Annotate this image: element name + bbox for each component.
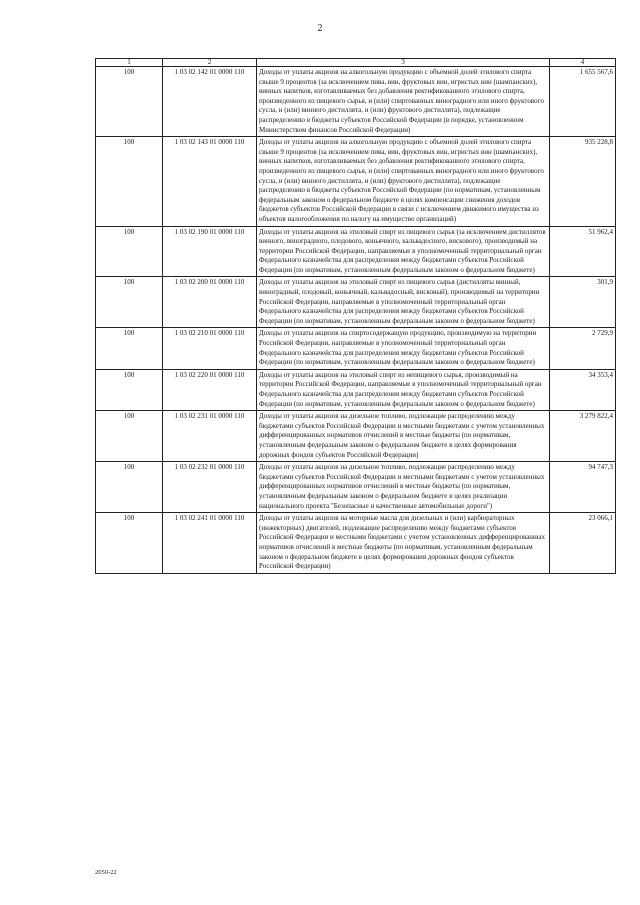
- admin-code-cell: 100: [96, 137, 163, 226]
- footer-code: 2050-22: [95, 869, 117, 876]
- revenue-name-cell: Доходы от уплаты акцизов на алкогольную продукцию с объемной долей этилового спирта свыше 9 процентов (за исключением пива, вин, фруктовых вин, игристых вин (шампанских), винных напитков, изготавливаемых без добавления ректификованного этилового спирта, произведенного из пищевого сырья, и (или) спиртованных виноградного или иного фруктового сусла, и (или) винного дистиллята, и (или) фруктового дистиллята), подлежащие распределению в бюджеты субъектов Российской Федерации (в порядке, установленном Министерством финансов Российской Федерации): [257, 67, 550, 137]
- table-row: [96, 328, 616, 369]
- amount-cell: 1 655 567,6: [550, 67, 616, 137]
- column-header-4: 4: [550, 59, 616, 67]
- amount-cell: 34 353,4: [550, 369, 616, 410]
- admin-code-cell: 100: [96, 462, 163, 513]
- amount-cell: 301,9: [550, 277, 616, 328]
- budget-code-cell: 1 03 02 231 01 0000 110: [163, 411, 257, 462]
- budget-code-cell: 1 03 02 200 01 0000 110: [163, 277, 257, 328]
- revenue-name-cell: Доходы от уплаты акцизов на этиловый спирт из пищевого сырья (за исключением дистиллятов винного, виноградного, плодового, коньячного, кальвадосного, вискового), производимый на территории Российской Федерации, направляемые в уполномоченный территориальный орган Федерального казначейства для распределения между бюджетами субъектов Российской Федерации (по нормативам, установленным федеральным законом о федеральном бюджете): [257, 226, 550, 277]
- revenue-name-cell: Доходы от уплаты акцизов на моторные масла для дизельных и (или) карбюраторных (инжекторных) двигателей, подлежащие распределению между бюджетами субъектов Российской Федерации и местными бюджетами с учетом установленных дифференцированных нормативов отчислений в местные бюджеты (по нормативам, установленным федеральным законом о федеральном бюджете в целях формирования дорожных фондов субъектов Российской Федерации): [257, 513, 550, 574]
- admin-code-cell: 100: [96, 328, 163, 369]
- amount-cell: 23 066,1: [550, 513, 616, 574]
- revenue-name-cell: Доходы от уплаты акцизов на этиловый спирт из непищевого сырья, производимый на территории Российской Федерации, направляемые в уполномоченный территориальный орган Федерального казначейства для распределения между бюджетами субъектов Российской Федерации (по нормативам, установленным федеральным законом о федеральном бюджете): [257, 369, 550, 410]
- admin-code-cell: 100: [96, 369, 163, 410]
- admin-code-cell: 100: [96, 67, 163, 137]
- amount-cell: 3 279 822,4: [550, 411, 616, 462]
- amount-cell: 2 729,9: [550, 328, 616, 369]
- budget-code-cell: 1 03 02 232 01 0000 110: [163, 462, 257, 513]
- amount-cell: 935 228,8: [550, 137, 616, 226]
- budget-code-cell: 1 03 02 143 01 0000 110: [163, 137, 257, 226]
- table-row: [96, 513, 616, 574]
- table-row: [96, 462, 616, 513]
- admin-code-cell: 100: [96, 226, 163, 277]
- table-row: [96, 137, 616, 226]
- revenue-name-cell: Доходы от уплаты акцизов на дизельное топливо, подлежащие распределению между бюджетами субъектов Российской Федерации и местными бюджетами с учетом установленных дифференцированных нормативов отчислений в местные бюджеты (по нормативам, установленным федеральным законом о федеральном бюджете в целях реализации национального проекта "Безопасные и качественные автомобильные дороги"): [257, 462, 550, 513]
- amount-cell: 94 747,3: [550, 462, 616, 513]
- revenue-name-cell: Доходы от уплаты акцизов на алкогольную продукцию с объемной долей этилового спирта свыше 9 процентов (за исключением пива, вин, фруктовых вин, игристых вин (шампанских), винных напитков, изготавливаемых без добавления ректификованного этилового спирта, произведенного из пищевого сырья, и (или) спиртованных виноградного или иного фруктового сусла, и (или) винного дистиллята, и (или) фруктового дистиллята), подлежащие распределению в бюджеты субъектов Российской Федерации (по нормативам, установленным федеральным законом о федеральном бюджете в целях компенсации снижения доходов бюджетов субъектов Российской Федерации в связи с исключением движимого имущества из объектов налогообложения по налогу на имущество организаций): [257, 137, 550, 226]
- admin-code-cell: 100: [96, 513, 163, 574]
- table-row: [96, 369, 616, 410]
- table-header-row: [96, 59, 616, 67]
- revenue-name-cell: Доходы от уплаты акцизов на этиловый спирт из пищевого сырья (дистилляты винный, виноградный, плодовый, коньячный, кальвадосный, висковый), производимый на территории Российской Федерации, направляемые в уполномоченный территориальный орган Федерального казначейства для распределения между бюджетами субъектов Российской Федерации (по нормативам, установленным федеральным законом о федеральном бюджете): [257, 277, 550, 328]
- table-row: [96, 411, 616, 462]
- revenue-table: [95, 58, 616, 574]
- amount-cell: 51 962,4: [550, 226, 616, 277]
- budget-code-cell: 1 03 02 241 01 0000 110: [163, 513, 257, 574]
- admin-code-cell: 100: [96, 411, 163, 462]
- revenue-name-cell: Доходы от уплаты акцизов на дизельное топливо, подлежащие распределению между бюджетами субъектов Российской Федерации и местными бюджетами с учетом установленных дифференцированных нормативов отчислений в местные бюджеты (по нормативам, установленным федеральным законом о федеральном бюджете в целях формирования дорожных фондов субъектов Российской Федерации): [257, 411, 550, 462]
- column-header-3: 3: [257, 59, 550, 67]
- page-number: 2: [317, 23, 323, 34]
- table-row: [96, 226, 616, 277]
- column-header-2: 2: [163, 59, 257, 67]
- table-row: [96, 67, 616, 137]
- column-header-1: 1: [96, 59, 163, 67]
- revenue-name-cell: Доходы от уплаты акцизов на спиртосодержащую продукцию, производимую на территории Российской Федерации, направляемые в уполномоченный территориальный орган Федерального казначейства для распределения между бюджетами субъектов Российской Федерации (по нормативам, установленным федеральным законом о федеральном бюджете): [257, 328, 550, 369]
- budget-code-cell: 1 03 02 210 01 0000 110: [163, 328, 257, 369]
- table-row: [96, 277, 616, 328]
- table-body: [96, 67, 616, 574]
- budget-code-cell: 1 03 02 190 01 0000 110: [163, 226, 257, 277]
- budget-code-cell: 1 03 02 142 01 0000 110: [163, 67, 257, 137]
- admin-code-cell: 100: [96, 277, 163, 328]
- budget-code-cell: 1 03 02 220 01 0000 110: [163, 369, 257, 410]
